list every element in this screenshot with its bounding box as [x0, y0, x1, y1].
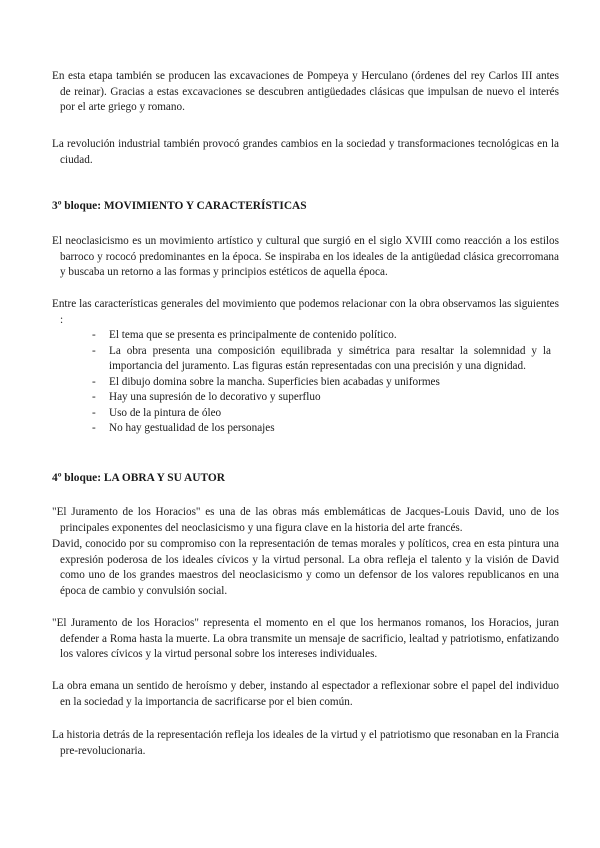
list-item: - El tema que se presenta es principalmente de contenido político. [92, 328, 551, 344]
list-item: - Uso de la pintura de óleo [92, 406, 551, 422]
list-item: - Hay una supresión de lo decorativo y superfluo [92, 390, 551, 406]
section-heading-movement: 3º bloque: MOVIMIENTO Y CARACTERÍSTICAS [52, 200, 307, 212]
bullet-marker: - [92, 375, 96, 388]
paragraph-heroism: La obra emana un sentido de heroísmo y deber, instando al espectador a reflexionar sobre el papel del individuo en la sociedad y la importancia de sacrificarse por el bien común. [52, 680, 559, 708]
paragraph-industrial-revolution: La revolución industrial también provocó grandes cambios en la sociedad y transformaciones tecnológicas en la ciudad. [52, 138, 559, 166]
paragraph-juramento-moment: "El Juramento de los Horacios" representa el momento en el que los hermanos romanos, los Horacios, juran defender a Roma hasta la muerte. La obra transmite un mensaje de sacrificio, lealtad y patriotismo, enfatizando los valores cívicos y la virtud personal sobre los intereses individuales. [52, 617, 559, 660]
bullet-marker: - [92, 406, 96, 419]
list-item: - La obra presenta una composición equilibrada y simétrica para resaltar la solemnidad y la importancia del juramento. Las figuras están representadas con una precisión y una dignidad. [92, 344, 551, 372]
paragraph-neoclassicism: El neoclasicismo es un movimiento artístico y cultural que surgió en el siglo XVIII como reacción a los estilos barroco y rococó predominantes en la época. Se inspiraba en los ideales de la antigüedad clásica grecorromana y buscaba un retorno a las formas y principios estéticos de aquella época. [52, 235, 559, 278]
list-item: - El dibujo domina sobre la mancha. Superficies bien acabadas y uniformes [92, 375, 551, 391]
paragraph-juramento-intro: "El Juramento de los Horacios" es una de las obras más emblemáticas de Jacques-Louis David, uno de los principales exponentes del neoclasicismo y una figura clave en la historia del arte francés. [52, 506, 559, 534]
paragraph-history: La historia detrás de la representación refleja los ideales de la virtud y el patriotismo que resonaban en la Francia pre-revolucionaria. [52, 729, 559, 757]
bullet-marker: - [92, 329, 96, 341]
bullet-marker: - [92, 422, 96, 434]
characteristics-list [92, 328, 551, 437]
paragraph-excavations: En esta etapa también se producen las excavaciones de Pompeya y Herculano (órdenes del rey Carlos III antes de reinar). Gracias a estas excavaciones se descubren antigüedades clásicas que impulsan de nuevo el interés por el arte griego y romano. [52, 70, 559, 113]
section-heading-artwork: 4º bloque: LA OBRA Y SU AUTOR [52, 472, 225, 484]
bullet-marker: - [92, 344, 96, 357]
bullet-marker: - [92, 391, 96, 403]
list-item: - No hay gestualidad de los personajes [92, 421, 551, 437]
paragraph-characteristics-intro: Entre las características generales del movimiento que podemos relacionar con la obra observamos las siguientes : [52, 298, 559, 326]
paragraph-david: David, conocido por su compromiso con la representación de temas morales y políticos, crea en esta pintura una expresión poderosa de los ideales cívicos y la virtud personal. La obra refleja el talento y la visión de David como uno de los grandes maestros del neoclasicismo y como un defensor de los valores republicanos en una época de cambio y convulsión social. [52, 538, 559, 597]
